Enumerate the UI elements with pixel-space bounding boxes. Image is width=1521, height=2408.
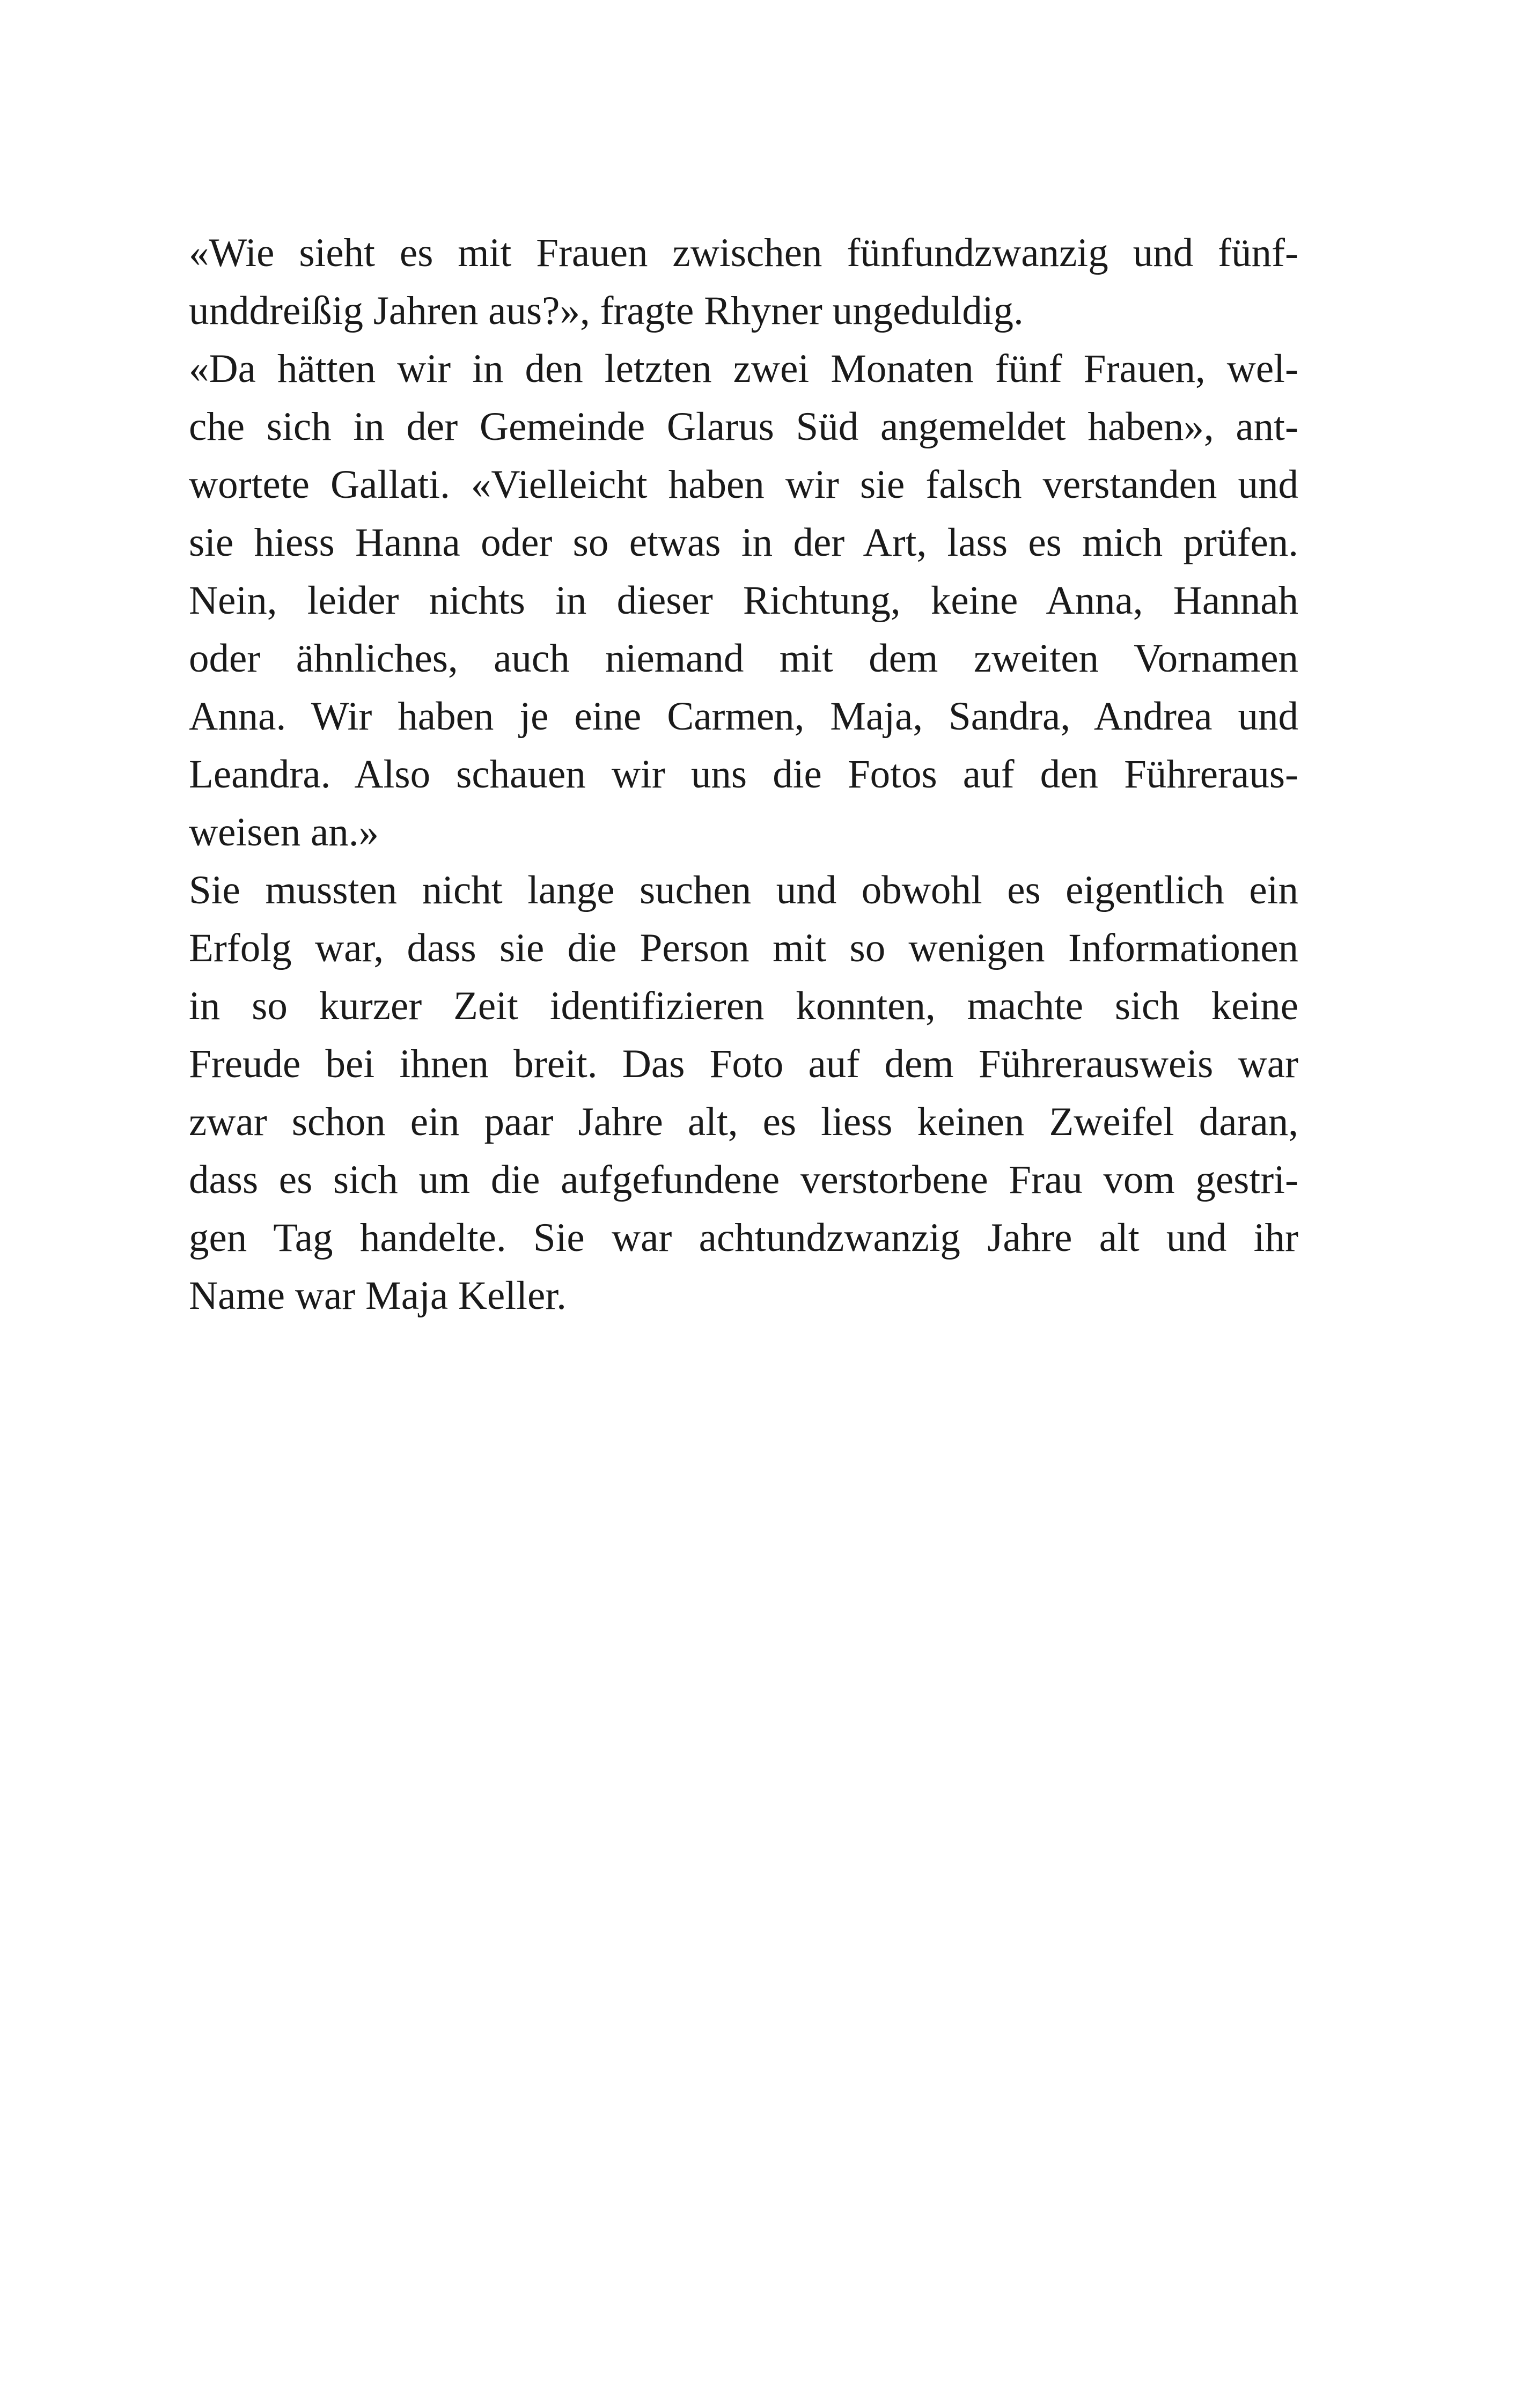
text-line: Erfolg war, dass sie die Person mit so wenigen Informationen [189, 926, 1298, 970]
text-line: zwar schon ein paar Jahre alt, es liess keinen Zweifel daran, [189, 1100, 1298, 1144]
body-text [189, 224, 1298, 1325]
text-line: «Wie sieht es mit Frauen zwischen fünfundzwanzig und fünf- [189, 231, 1298, 275]
text-line: Nein, leider nichts in dieser Richtung, keine Anna, Hannah [189, 578, 1298, 623]
text-line: weisen an.» [189, 810, 379, 855]
text-line: wortete Gallati. «Vielleicht haben wir sie falsch verstanden und [189, 462, 1298, 507]
text-line: Sie mussten nicht lange suchen und obwohl es eigentlich ein [189, 868, 1298, 912]
text-line: oder ähnliches, auch niemand mit dem zweiten Vornamen [189, 636, 1298, 681]
text-line: unddreißig Jahren aus?», fragte Rhyner ungeduldig. [189, 289, 1024, 333]
text-line: in so kurzer Zeit identifizieren konnten, machte sich keine [189, 984, 1298, 1028]
text-line: Freude bei ihnen breit. Das Foto auf dem Führerausweis war [189, 1042, 1298, 1086]
text-line: sie hiess Hanna oder so etwas in der Art, lass es mich prüfen. [189, 520, 1298, 565]
text-line: Name war Maja Keller. [189, 1273, 567, 1318]
text-line: gen Tag handelte. Sie war achtundzwanzig Jahre alt und ihr [189, 1216, 1298, 1260]
text-line: «Da hätten wir in den letzten zwei Monaten fünf Frauen, wel- [189, 347, 1298, 391]
text-line: Anna. Wir haben je eine Carmen, Maja, Sandra, Andrea und [189, 694, 1298, 739]
text-line: che sich in der Gemeinde Glarus Süd angemeldet haben», ant- [189, 404, 1298, 449]
text-line: dass es sich um die aufgefundene verstorbene Frau vom gestri- [189, 1158, 1298, 1202]
text-line: Leandra. Also schauen wir uns die Fotos auf den Führeraus- [189, 752, 1298, 797]
